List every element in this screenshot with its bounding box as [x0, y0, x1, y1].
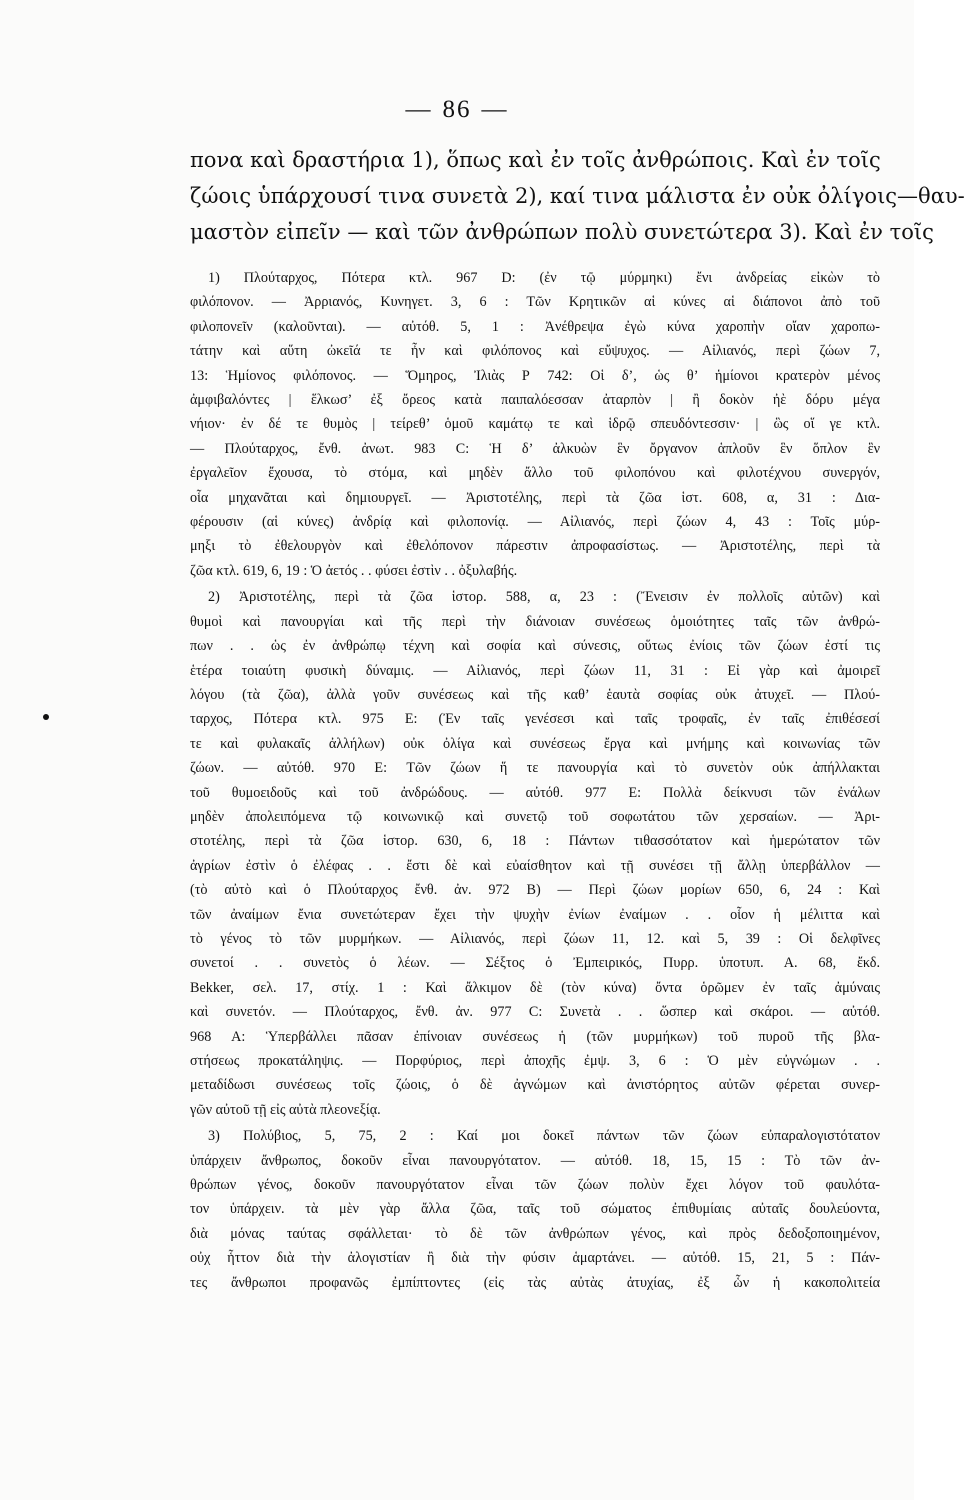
footnote-line: τοῦ θυμοειδοῦς καὶ τοῦ ἀνδρώδους. — αὐτόθ. 977 E: Πολλὰ δείκνυσι τῶν ἐνάλων [190, 784, 880, 801]
footnote-line: ζῶα κτλ. 619, 6, 19 : Ὁ ἀετός . . φύσει ἐστὶν . . ὀξυλαβής. [190, 562, 518, 579]
footnote-line: ἀμφιβαλόντες | ἕλκωσ’ ἐξ ὄρεος κατὰ παιπαλόεσσαν ἀταρπὸν | ἢ δοκὸν ἠὲ δόρυ μέγα [190, 392, 880, 409]
main-line: πονα καὶ δραστήρια 1), ὅπως καὶ ἐν τοῖς ἀνθρώποις. Καὶ ἐν τοῖς [190, 148, 881, 172]
page-number: 86 [442, 96, 472, 123]
footnote-line: τε καὶ φυλακαῖς ἀλλήλων) οὐκ ὀλίγα καὶ συνέσεως ἔργα καὶ μνήμης καὶ κοινωνίας τῶν [190, 735, 880, 752]
footnote-line: μεταδίδωσι συνέσεως τοῖς ζώοις, ὁ δὲ ἀγνώμων καὶ ἀνιστόρητος αὐτῶν φέρεται συνερ- [190, 1077, 880, 1094]
footnote-line: ἀγρίων ἐστὶν ὁ ἐλέφας . . ἔστι δὲ καὶ εὐαίσθητον καὶ τῇ συνέσει τῇ ἄλλῃ ὑπερβάλλον — [190, 857, 880, 874]
footnote-line: ὑπάρχειν ἄνθρωπος, δοκοῦν εἶναι πανουργότατον. — αὐτόθ. 18, 15, 15 : Τὸ τῶν ἀν- [190, 1152, 880, 1169]
header-dash-right: — [481, 96, 509, 123]
footnote-line: τες ἄνθρωποι προφανῶς ἐμπίπτοντες (εἰς τὰς αὐτὰς ἀτυχίας, ἐξ ὧν ἡ κακοπολιτεία [190, 1274, 880, 1291]
main-text [190, 142, 965, 250]
footnote-line: τάτην καὶ αὕτη ὠκεῖά τε ἦν καὶ φιλόπονος καὶ εὔψυχος. — Αἰλιανός, περὶ ζώων 7, [190, 343, 880, 360]
footnote-line: θρώπων γένος, δοκοῦν πανουργότατον εἶναι τῶν ζώων πολὺν ἔχει λόγον τοῦ φαυλότα- [190, 1177, 880, 1194]
footnote-line: Bekker, σελ. 17, στίχ. 1 : Καὶ ἄλκιμον δὲ (τὸν κύνα) ὄντα ὁρῶμεν ἐν ταῖς ἀμύναις [190, 979, 880, 996]
footnote-line: μηδὲν ἀπολειπόμενα τῷ κοινωνικῷ καὶ συνετῷ τοῦ σοφωτάτου τῶν χερσαίων. — Ἀρι- [190, 808, 880, 825]
footnote-line: φιλόπονον. — Ἀρριανός, Κυνηγετ. 3, 6 : Τῶν Κρητικῶν αἱ κύνες αἱ διάπονοι ἀπὸ τοῦ [190, 294, 880, 311]
footnote-line: (τὸ αὐτὸ καὶ ὁ Πλούταρχος ἔνθ. ἀν. 972 B) — Περὶ ζώων μορίων 650, 6, 24 : Καὶ [190, 882, 880, 899]
footnote-line: οἷα μηχανᾶται καὶ δημιουργεῖ. — Ἀριστοτέλης, περὶ τὰ ζῶα ἱστ. 608, α, 31 : Δια- [190, 489, 880, 506]
footnote-line: ζώων. — αὐτόθ. 970 E: Τῶν ζώων ἥ τε πανουργία καὶ τὸ συνετὸν οὐκ ἀπήλλακται [190, 760, 880, 777]
footnote-line: ἐργαλεῖον ἔχουσα, τὸ στόμα, καὶ μηδὲν ἄλλο τοῦ φιλοπόνου καὶ φιλοτέχνου συνεργόν, [190, 465, 880, 482]
main-line: ζώοις ὑπάρχουσί τινα συνετὰ 2), καί τινα μάλιστα ἐν οὐκ ὀλίγοις—θαυ- [190, 184, 965, 208]
footnote-line: ἑτέρα τοιαύτη φυσικὴ δύναμις. — Αἰλιανός, περὶ ζώων 11, 31 : Εἰ γὰρ καὶ ἀμοιρεῖ [190, 662, 880, 679]
footnotes [190, 266, 880, 1295]
footnote-line: μηξι τὸ ἐθελουργὸν καὶ ἐθελόπονον πάρεστιν ἀπροφασίστως. — Ἀριστοτέλης, περὶ τὰ [190, 538, 880, 555]
footnote-line: καὶ συνετόν. — Πλούταρχος, ἔνθ. ἀν. 977 C: Συνετὰ . . ὥσπερ καὶ σκάροι. — αὐτόθ. [190, 1004, 880, 1021]
footnote-line: τον ὑπάρχειν. τὰ μὲν γὰρ ἄλλα ζῶα, ταῖς τοῦ σώματος ἐπιθυμίαις αὐταῖς δουλεύοντα, [190, 1201, 880, 1218]
footnote-line: 13: Ἡμίονος φιλόπονος. — Ὅμηρος, Ἰλιὰς Ρ 742: Οἱ δ’, ὡς θ’ ἡμίονοι κρατερὸν μένος [190, 367, 880, 384]
margin-ink-dot [43, 714, 49, 720]
footnote-line: ταρχος, Πότερα κτλ. 975 E: (Ἐν ταῖς γενέσεσι καὶ ταῖς τροφαῖς, ἐν ταῖς ἐπιθέσεσί [190, 711, 880, 728]
footnote-2-start: 2) Ἀριστοτέλης, περὶ τὰ ζῶα ἱστορ. 588, α, 23 : (Ἔνεισιν ἐν πολλοῖς αὐτῶν) καὶ [208, 589, 880, 606]
footnote-line: πων . . ὡς ἐν ἀνθρώπῳ τέχνη καὶ σοφία καὶ σύνεσις, οὕτως ἐνίοις τῶν ζώων ἐστί τις [190, 638, 880, 655]
page-header [0, 96, 914, 124]
footnote-line: — Πλούταρχος, ἔνθ. ἀνωτ. 983 C: Ἡ δ’ ἀλκυὼν ἓν ὄργανον ἁπλοῦν ἓν ὅπλον ἓν [190, 440, 880, 457]
footnote-line: λόγου (τὰ ζῶα), ἀλλὰ γοῦν συνέσεως καὶ τῆς καθ’ ἑαυτὰ σοφίας οὐκ ἀτυχεῖ. — Πλού- [190, 686, 880, 703]
footnote-line: φέρουσιν (αἱ κύνες) ἀνδρίᾳ καὶ φιλοπονίᾳ. — Αἰλιανός, περὶ ζώων 4, 43 : Τοῖς μύρ- [190, 514, 880, 531]
footnote-line: στοτέλης, περὶ τὰ ζῶα ἱστορ. 630, 6, 18 : Πάντων τιθασσότατον καὶ ἡμερώτατον τῶν [190, 833, 880, 850]
footnote-line: νήιον· ἐν δέ τε θυμὸς | τείρεθ’ ὁμοῦ καμάτῳ τε καὶ ἱδρῷ σπευδόντεσσιν· | ὣς οἵ γε κτλ. [190, 416, 880, 433]
footnote-line: γῶν αὐτοῦ τῇ εἰς αὐτὰ πλεονεξίᾳ. [190, 1101, 381, 1118]
footnote-line: θυμοὶ καὶ πανουργίαι καὶ τῆς περὶ τὴν διάνοιαν συνέσεως ὁμοιότητες ταῖς τῶν ἀνθρώ- [190, 613, 880, 630]
footnote-line: φιλοπονεῖν (καλοῦνται). — αὐτόθ. 5, 1 : Ἀνέθρεψα ἐγὼ κύνα χαροπὴν οἴαν χαροπω- [190, 318, 880, 335]
footnote-line: 968 A: Ὑπερβάλλει πᾶσαν ἐπίνοιαν συνέσεως ἡ (τῶν μυρμήκων) τοῦ πυροῦ τῆς βλα- [190, 1028, 880, 1045]
header-dash-left: — [405, 96, 433, 123]
main-line: μαστὸν εἰπεῖν — καὶ τῶν ἀνθρώπων πολὺ συνετώτερα 3). Καὶ ἐν τοῖς [190, 220, 934, 244]
footnote-3-start: 3) Πολύβιος, 5, 75, 2 : Καί μοι δοκεῖ πάντων τῶν ζώων εὐπαραλογιστότατον [208, 1128, 880, 1145]
footnote-line: διὰ μόνας ταύτας σφάλλεται· τὸ δὲ τῶν ἀνθρώπων γένος, καὶ πρὸς δεδοξοποιημένον, [190, 1225, 880, 1242]
footnote-line: οὐχ ἧττον διὰ τὴν ἀλογιστίαν ἢ διὰ τὴν φύσιν ἁμαρτάνει. — αὐτόθ. 15, 21, 5 : Πάν- [190, 1250, 880, 1267]
footnote-1-start: 1) Πλούταρχος, Πότερα κτλ. 967 D: (ἐν τῷ μύρμηκι) ἔνι ἀνδρείας εἰκὼν τὸ [208, 270, 880, 286]
footnote-line: τὸ γένος τὸ τῶν μυρμήκων. — Αἰλιανός, περὶ ζώων 11, 12. καὶ 5, 39 : Οἱ δελφῖνες [190, 930, 880, 947]
footnote-line: στήσεως προκατάληψις. — Πορφύριος, περὶ ἀποχῆς ἐμψ. 3, 6 : Ὁ μὲν εὐγνώμων . . [190, 1053, 880, 1069]
footnote-line: τῶν ἀναίμων ἔνια συνετώτεραν ἔχει τὴν ψυχὴν ἐνίων ἐναίμων . . οἷον ἡ μέλιττα καὶ [190, 906, 880, 923]
footnote-line: συνετοί . . συνετὸς ὁ λέων. — Σέξτος ὁ Ἐμπειρικός, Πυρρ. ὑποτυπ. Α. 68, ἔκδ. [190, 955, 880, 972]
